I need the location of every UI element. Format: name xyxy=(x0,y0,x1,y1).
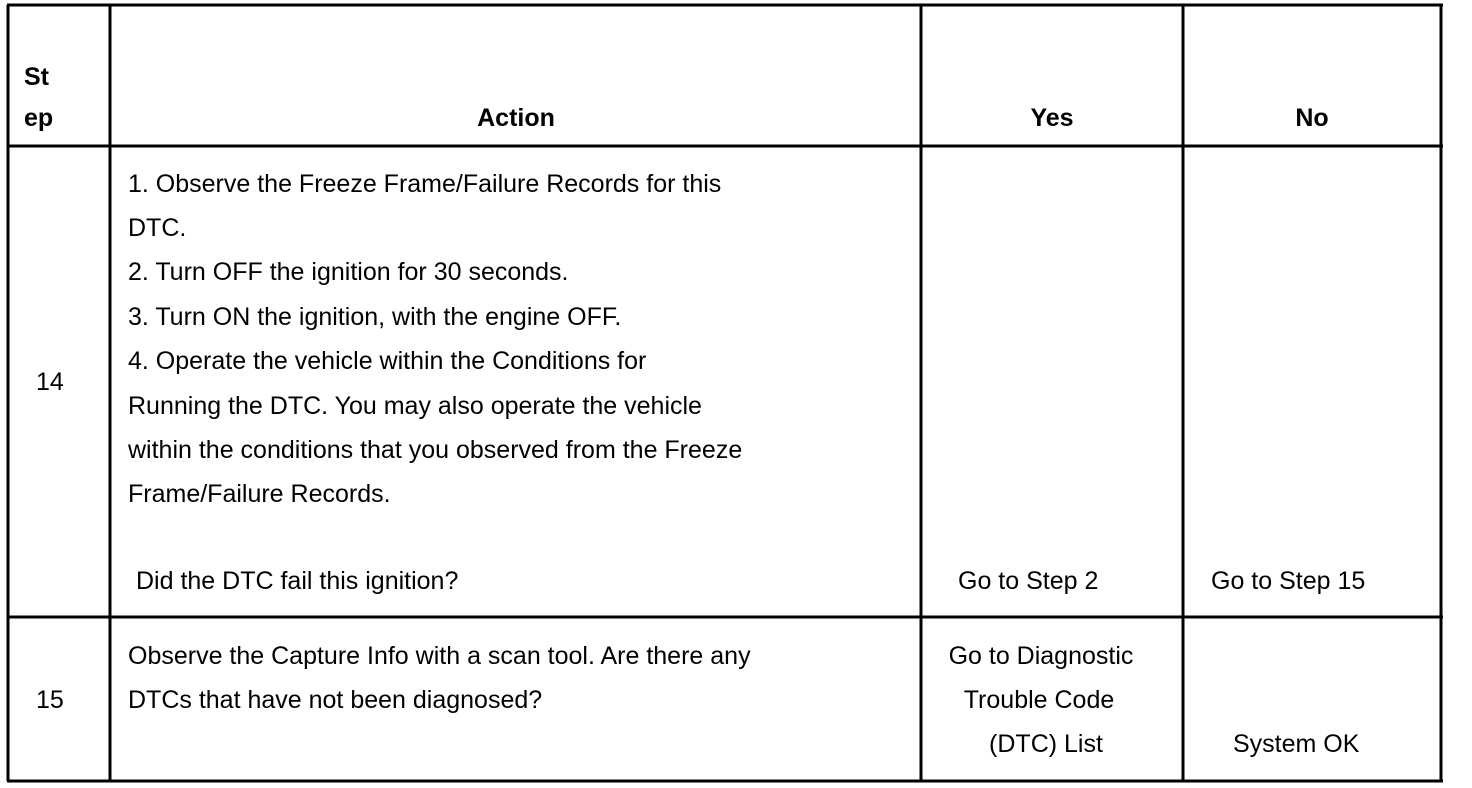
header-step-line2: ep xyxy=(24,104,54,132)
action-line: DTCs that have not been diagnosed? xyxy=(128,686,543,714)
step-number: 15 xyxy=(36,686,64,714)
yes-line: (DTC) List xyxy=(989,730,1103,758)
action-line: Frame/Failure Records. xyxy=(128,480,391,508)
yes-result: Go to Step 2 xyxy=(958,567,1099,595)
action-line: DTC. xyxy=(128,214,187,242)
yes-line: Trouble Code xyxy=(963,686,1115,714)
action-line: 1. Observe the Freeze Frame/Failure Records for this xyxy=(128,170,722,198)
action-line: within the conditions that you observed from the Freeze xyxy=(128,436,743,464)
action-line: 3. Turn ON the ignition, with the engine OFF. xyxy=(128,303,622,331)
step-number: 14 xyxy=(36,368,64,396)
no-result: System OK xyxy=(1233,730,1360,758)
action-question: Did the DTC fail this ignition? xyxy=(136,567,459,595)
no-result: Go to Step 15 xyxy=(1211,567,1366,595)
header-action: Action xyxy=(477,104,555,132)
header-step-line1: St xyxy=(24,63,49,91)
action-line: Observe the Capture Info with a scan tool. Are there any xyxy=(128,642,751,670)
action-line: 2. Turn OFF the ignition for 30 seconds. xyxy=(128,258,569,286)
action-line: Running the DTC. You may also operate the vehicle xyxy=(128,392,702,420)
header-no: No xyxy=(1295,104,1329,132)
yes-line: Go to Diagnostic xyxy=(948,642,1134,670)
header-yes: Yes xyxy=(1030,104,1074,132)
action-line: 4. Operate the vehicle within the Conditions for xyxy=(128,347,647,375)
